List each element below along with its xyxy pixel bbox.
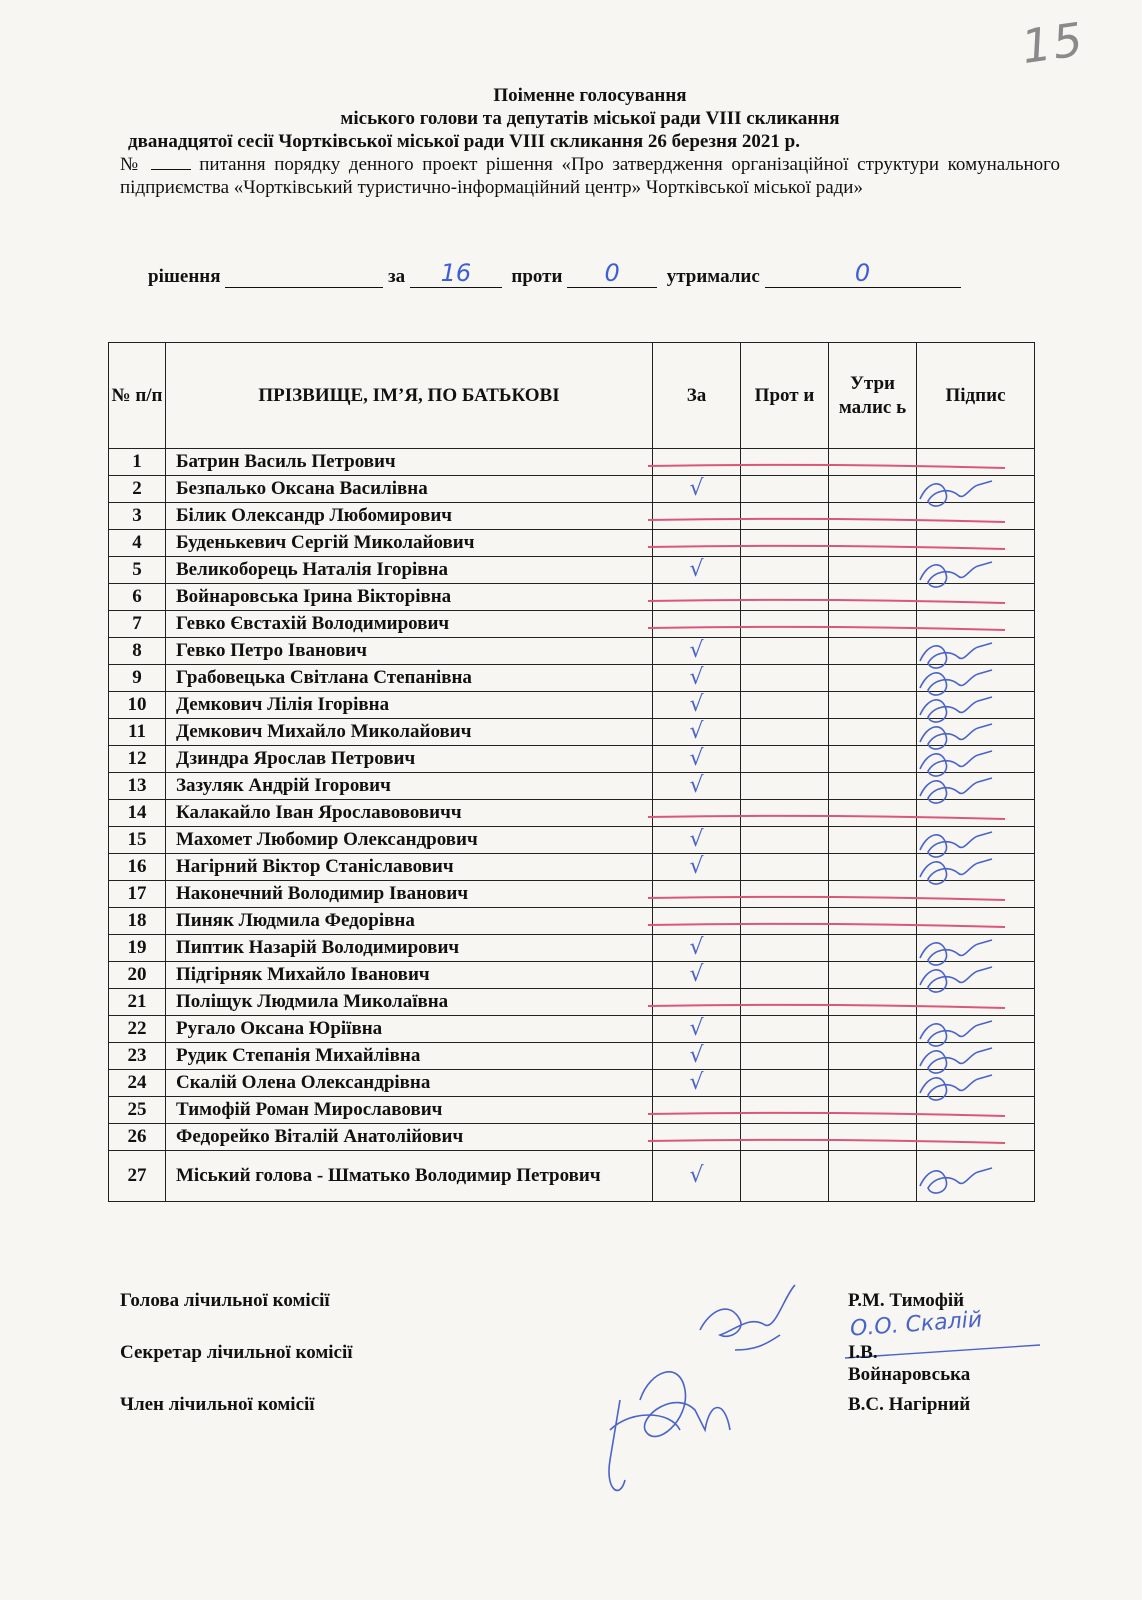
- row-signature-cell: [917, 881, 1035, 908]
- header-line-3: дванадцятої сесії Чортківської міської ради VIII скликання 26 березня 2021 р.: [128, 131, 800, 152]
- row-utrymalys-cell: [829, 881, 917, 908]
- row-za-mark: √: [653, 1070, 741, 1097]
- row-utrymalys-cell: [829, 827, 917, 854]
- row-za-mark: [653, 611, 741, 638]
- row-name: Нагірний Віктор Станіславович: [166, 854, 653, 881]
- row-proty-cell: [741, 1097, 829, 1124]
- decision-blank: [225, 267, 383, 288]
- row-proty-cell: [741, 1124, 829, 1151]
- row-name: Скалій Олена Олександрівна: [166, 1070, 653, 1097]
- table-row: [109, 773, 1035, 800]
- row-utrymalys-cell: [829, 530, 917, 557]
- table-row: [109, 557, 1035, 584]
- document-header: [120, 84, 1060, 199]
- row-utrymalys-cell: [829, 1043, 917, 1070]
- row-number: 10: [109, 692, 166, 719]
- row-signature-cell: [917, 1124, 1035, 1151]
- row-utrymalys-cell: [829, 611, 917, 638]
- voting-table: [108, 342, 1035, 1202]
- row-proty-cell: [741, 746, 829, 773]
- row-za-mark: √: [653, 854, 741, 881]
- row-signature-cell: [917, 773, 1035, 800]
- row-signature-cell: [917, 962, 1035, 989]
- row-utrymalys-cell: [829, 989, 917, 1016]
- row-number: 19: [109, 935, 166, 962]
- row-number: 24: [109, 1070, 166, 1097]
- row-signature-cell: [917, 449, 1035, 476]
- table-row: [109, 692, 1035, 719]
- row-za-mark: [653, 530, 741, 557]
- row-za-mark: [653, 449, 741, 476]
- row-name: Махомет Любомир Олександрович: [166, 827, 653, 854]
- proty-count: 0: [604, 259, 620, 287]
- row-number: 9: [109, 665, 166, 692]
- row-signature-cell: [917, 557, 1035, 584]
- row-name: Пиняк Людмила Федорівна: [166, 908, 653, 935]
- row-signature-cell: [917, 800, 1035, 827]
- row-proty-cell: [741, 1043, 829, 1070]
- row-signature-cell: [917, 584, 1035, 611]
- table-row: [109, 1043, 1035, 1070]
- row-utrymalys-cell: [829, 908, 917, 935]
- row-number: 7: [109, 611, 166, 638]
- row-za-mark: [653, 908, 741, 935]
- table-row: [109, 800, 1035, 827]
- row-proty-cell: [741, 476, 829, 503]
- row-za-mark: √: [653, 719, 741, 746]
- row-za-mark: √: [653, 1151, 741, 1202]
- table-row: [109, 881, 1035, 908]
- row-name: Войнаровська Ірина Вікторівна: [166, 584, 653, 611]
- table-row: [109, 611, 1035, 638]
- row-signature-cell: [917, 1016, 1035, 1043]
- row-za-mark: [653, 800, 741, 827]
- row-proty-cell: [741, 800, 829, 827]
- header-line-2: міського голови та депутатів міської ради VIII скликання: [340, 108, 840, 129]
- table-row: [109, 503, 1035, 530]
- row-utrymalys-cell: [829, 449, 917, 476]
- utrymalys-label: утрималис: [666, 266, 760, 287]
- row-number: 1: [109, 449, 166, 476]
- row-number: 27: [109, 1151, 166, 1202]
- number-label: №: [120, 154, 142, 175]
- row-za-mark: √: [653, 692, 741, 719]
- table-row: [109, 962, 1035, 989]
- header-za: За: [653, 343, 741, 449]
- row-name: Рудик Степанія Михайлівна: [166, 1043, 653, 1070]
- row-proty-cell: [741, 962, 829, 989]
- row-proty-cell: [741, 773, 829, 800]
- row-name: Міський голова - Шматько Володимир Петрович: [166, 1151, 653, 1202]
- row-signature-cell: [917, 854, 1035, 881]
- table-row: [109, 665, 1035, 692]
- commission-footer: [120, 1290, 1000, 1446]
- table-row: [109, 584, 1035, 611]
- row-proty-cell: [741, 692, 829, 719]
- row-signature-cell: [917, 1043, 1035, 1070]
- row-za-mark: [653, 881, 741, 908]
- row-name: Гевко Петро Іванович: [166, 638, 653, 665]
- row-proty-cell: [741, 935, 829, 962]
- member-label: Член лічильної комісії: [120, 1394, 315, 1415]
- row-proty-cell: [741, 584, 829, 611]
- row-utrymalys-cell: [829, 935, 917, 962]
- row-signature-cell: [917, 1070, 1035, 1097]
- document-title: Поіменне голосування: [493, 85, 687, 106]
- secretary-label: Секретар лічильної комісії: [120, 1342, 353, 1363]
- row-number: 18: [109, 908, 166, 935]
- row-signature-cell: [917, 908, 1035, 935]
- row-za-mark: [653, 584, 741, 611]
- row-utrymalys-cell: [829, 1070, 917, 1097]
- row-signature-cell: [917, 611, 1035, 638]
- table-row: [109, 476, 1035, 503]
- row-proty-cell: [741, 1151, 829, 1202]
- row-proty-cell: [741, 557, 829, 584]
- header-name: ПРІЗВИЩЕ, ІМ’Я, ПО БАТЬКОВІ: [166, 343, 653, 449]
- row-za-mark: √: [653, 1043, 741, 1070]
- row-signature-cell: [917, 530, 1035, 557]
- row-number: 22: [109, 1016, 166, 1043]
- row-proty-cell: [741, 665, 829, 692]
- row-za-mark: √: [653, 476, 741, 503]
- row-name: Буденькевич Сергій Миколайович: [166, 530, 653, 557]
- row-utrymalys-cell: [829, 854, 917, 881]
- row-za-mark: √: [653, 773, 741, 800]
- table-row: [109, 827, 1035, 854]
- row-name: Підгірняк Михайло Іванович: [166, 962, 653, 989]
- table-row: [109, 935, 1035, 962]
- row-za-mark: √: [653, 827, 741, 854]
- header-utrymalys: Утри малис ь: [829, 343, 917, 449]
- proty-label: проти: [511, 266, 563, 287]
- table-row: [109, 1124, 1035, 1151]
- row-number: 16: [109, 854, 166, 881]
- chair-label: Голова лічильної комісії: [120, 1290, 330, 1311]
- row-number: 2: [109, 476, 166, 503]
- row-number: 23: [109, 1043, 166, 1070]
- row-number: 11: [109, 719, 166, 746]
- row-number: 8: [109, 638, 166, 665]
- row-proty-cell: [741, 1070, 829, 1097]
- row-proty-cell: [741, 449, 829, 476]
- table-header-row: [109, 343, 1035, 449]
- table-row: [109, 1151, 1035, 1202]
- row-signature-cell: [917, 1097, 1035, 1124]
- row-number: 6: [109, 584, 166, 611]
- row-proty-cell: [741, 611, 829, 638]
- row-signature-cell: [917, 1151, 1035, 1202]
- row-signature-cell: [917, 503, 1035, 530]
- row-name: Дзиндра Ярослав Петрович: [166, 746, 653, 773]
- number-blank: [151, 155, 191, 170]
- row-name: Великоборець Наталія Ігорівна: [166, 557, 653, 584]
- row-utrymalys-cell: [829, 1124, 917, 1151]
- row-number: 13: [109, 773, 166, 800]
- table-row: [109, 908, 1035, 935]
- member-name: В.С. Нагірний: [848, 1394, 971, 1415]
- row-utrymalys-cell: [829, 962, 917, 989]
- row-utrymalys-cell: [829, 773, 917, 800]
- table-row: [109, 719, 1035, 746]
- row-za-mark: √: [653, 746, 741, 773]
- chair-name: Р.М. Тимофій: [848, 1290, 965, 1311]
- row-utrymalys-cell: [829, 746, 917, 773]
- row-za-mark: √: [653, 557, 741, 584]
- agenda-topic: [120, 153, 1060, 199]
- table-row: [109, 854, 1035, 881]
- decision-label: рішення: [148, 266, 221, 287]
- row-number: 20: [109, 962, 166, 989]
- row-name: Наконечний Володимир Іванович: [166, 881, 653, 908]
- row-za-mark: √: [653, 665, 741, 692]
- row-name: Тимофій Роман Мирославович: [166, 1097, 653, 1124]
- row-number: 5: [109, 557, 166, 584]
- topic-text: питання порядку денного проект рішення «Про затвердження організаційної структури комунального підприємства «Чортківський туристично-інформаційний центр» Чортківської міської ради»: [120, 154, 1060, 198]
- row-name: Демкович Лілія Ігорівна: [166, 692, 653, 719]
- row-za-mark: √: [653, 1016, 741, 1043]
- row-signature-cell: [917, 827, 1035, 854]
- row-number: 15: [109, 827, 166, 854]
- row-utrymalys-cell: [829, 503, 917, 530]
- row-za-mark: [653, 989, 741, 1016]
- row-proty-cell: [741, 881, 829, 908]
- row-name: Батрин Василь Петрович: [166, 449, 653, 476]
- row-utrymalys-cell: [829, 1016, 917, 1043]
- row-name: Пиптик Назарій Володимирович: [166, 935, 653, 962]
- row-utrymalys-cell: [829, 557, 917, 584]
- row-za-mark: √: [653, 935, 741, 962]
- secretary-name: І.В. Войнаровська: [848, 1342, 971, 1385]
- row-number: 26: [109, 1124, 166, 1151]
- row-signature-cell: [917, 665, 1035, 692]
- row-proty-cell: [741, 1016, 829, 1043]
- row-name: Ругало Оксана Юріївна: [166, 1016, 653, 1043]
- row-proty-cell: [741, 503, 829, 530]
- row-signature-cell: [917, 692, 1035, 719]
- table-row: [109, 1097, 1035, 1124]
- table-row: [109, 1070, 1035, 1097]
- row-za-mark: [653, 1097, 741, 1124]
- table-row: [109, 530, 1035, 557]
- row-number: 4: [109, 530, 166, 557]
- row-name: Федорейко Віталій Анатолійович: [166, 1124, 653, 1151]
- row-utrymalys-cell: [829, 638, 917, 665]
- row-proty-cell: [741, 854, 829, 881]
- row-proty-cell: [741, 827, 829, 854]
- row-utrymalys-cell: [829, 665, 917, 692]
- row-utrymalys-cell: [829, 1151, 917, 1202]
- row-proty-cell: [741, 638, 829, 665]
- table-row: [109, 746, 1035, 773]
- row-signature-cell: [917, 638, 1035, 665]
- handwritten-page-number: 15: [1018, 11, 1088, 75]
- header-num: № п/п: [109, 343, 166, 449]
- row-utrymalys-cell: [829, 692, 917, 719]
- row-number: 21: [109, 989, 166, 1016]
- decision-line: [148, 259, 961, 288]
- row-number: 25: [109, 1097, 166, 1124]
- row-name: Зазуляк Андрій Ігорович: [166, 773, 653, 800]
- row-number: 17: [109, 881, 166, 908]
- row-name: Грабовецька Світлана Степанівна: [166, 665, 653, 692]
- utrymalys-blank: [765, 259, 961, 288]
- row-proty-cell: [741, 530, 829, 557]
- row-signature-cell: [917, 989, 1035, 1016]
- row-utrymalys-cell: [829, 584, 917, 611]
- row-name: Гевко Євстахій Володимирович: [166, 611, 653, 638]
- row-name: Безпалько Оксана Василівна: [166, 476, 653, 503]
- row-utrymalys-cell: [829, 1097, 917, 1124]
- row-proty-cell: [741, 908, 829, 935]
- header-proty: Прот и: [741, 343, 829, 449]
- row-name: Білик Олександр Любомирович: [166, 503, 653, 530]
- table-row: [109, 1016, 1035, 1043]
- table-row: [109, 989, 1035, 1016]
- secretary-row: [120, 1342, 1000, 1394]
- row-signature-cell: [917, 746, 1035, 773]
- secretary-replacement-name: О.О. Скалій: [849, 1307, 983, 1342]
- row-proty-cell: [741, 719, 829, 746]
- row-proty-cell: [741, 989, 829, 1016]
- chair-row: [120, 1290, 1000, 1342]
- row-name: Демкович Михайло Миколайович: [166, 719, 653, 746]
- row-name: Калакайло Іван Ярославововичч: [166, 800, 653, 827]
- header-signature: Підпис: [917, 343, 1035, 449]
- row-signature-cell: [917, 935, 1035, 962]
- table-row: [109, 449, 1035, 476]
- row-number: 3: [109, 503, 166, 530]
- za-blank: [410, 259, 502, 288]
- row-utrymalys-cell: [829, 719, 917, 746]
- row-signature-cell: [917, 719, 1035, 746]
- utrymalys-count: 0: [854, 259, 871, 287]
- row-utrymalys-cell: [829, 800, 917, 827]
- za-label: за: [388, 266, 406, 287]
- za-count: 16: [440, 259, 472, 287]
- row-utrymalys-cell: [829, 476, 917, 503]
- table-row: [109, 638, 1035, 665]
- row-number: 12: [109, 746, 166, 773]
- row-za-mark: [653, 1124, 741, 1151]
- member-row: [120, 1394, 1000, 1446]
- row-za-mark: [653, 503, 741, 530]
- row-za-mark: √: [653, 638, 741, 665]
- row-signature-cell: [917, 476, 1035, 503]
- row-name: Поліщук Людмила Миколаївна: [166, 989, 653, 1016]
- row-za-mark: √: [653, 962, 741, 989]
- proty-blank: [567, 259, 657, 288]
- row-number: 14: [109, 800, 166, 827]
